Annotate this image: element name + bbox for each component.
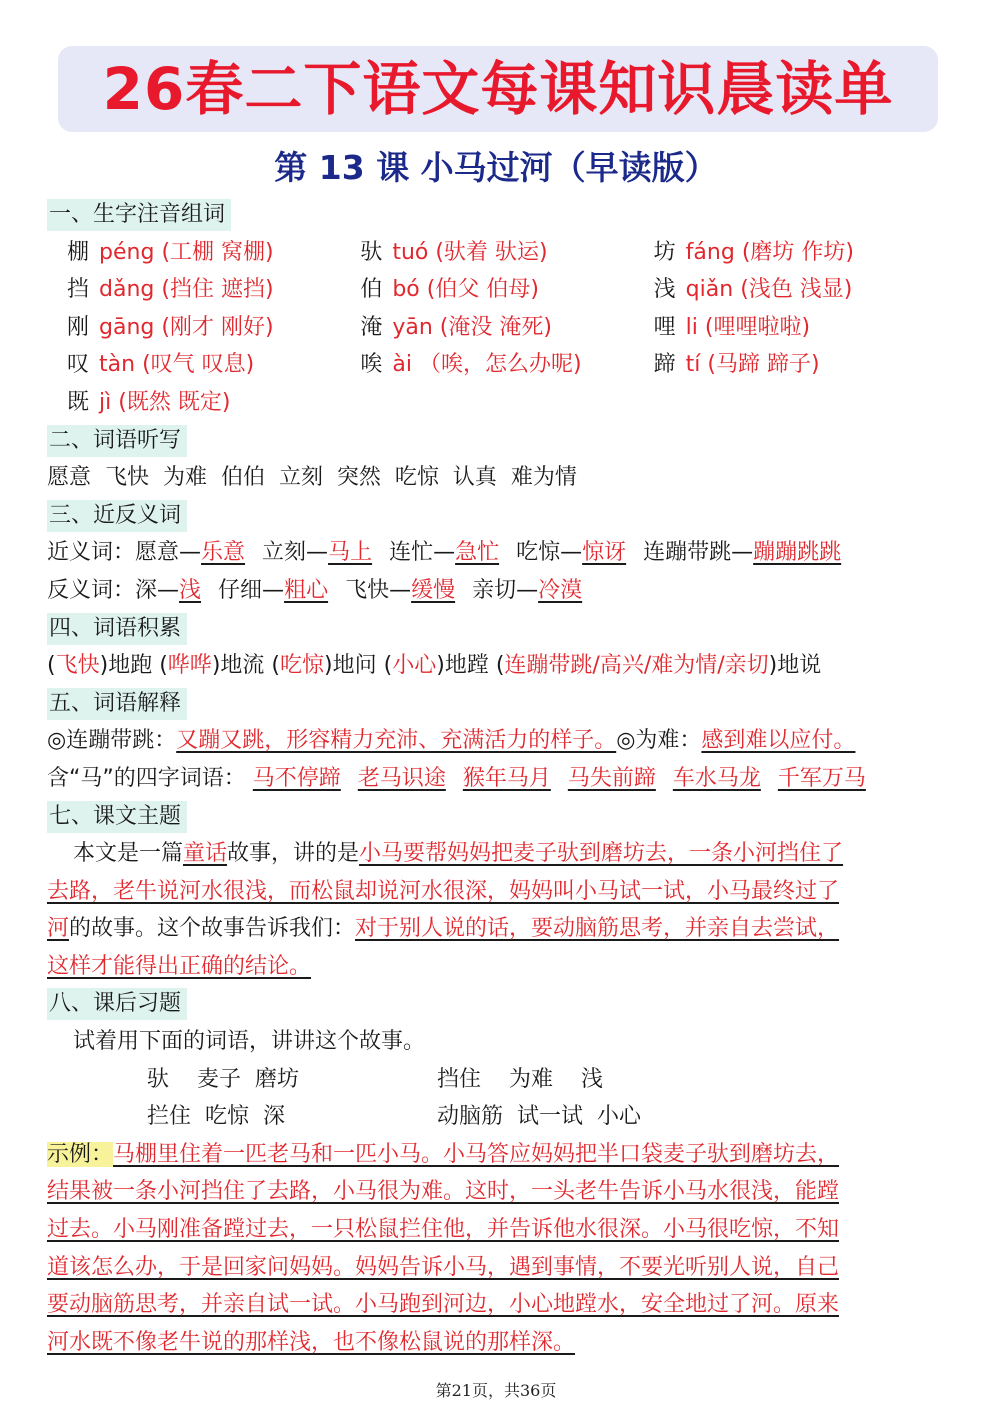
- answer: 吃惊: [280, 653, 325, 679]
- pinyin: li: [685, 314, 698, 340]
- word-set: 驮 麦子 磨坊: [147, 1066, 299, 1092]
- answer: 哗哗: [167, 653, 212, 679]
- text: 故事，讲的是: [227, 841, 360, 867]
- pinyin: dǎng: [99, 277, 155, 303]
- header-banner: [58, 46, 938, 132]
- char: 伯: [360, 277, 383, 303]
- char: 驮: [360, 239, 383, 265]
- word-group: (伯父 伯母): [426, 277, 539, 303]
- accumulation-row: (飞快)地跑 (哗哗)地流 (吃惊)地问 (小心)地蹚 (连蹦带跳/高兴/难为情/亲切)地说: [47, 653, 822, 679]
- theme-line-4: [47, 948, 947, 986]
- dictation-words: 愿意 飞快 为难 伯伯 立刻 突然 吃惊 认真 难为情: [47, 465, 577, 491]
- answer: 急忙: [455, 540, 500, 566]
- section-heading-accumulation: 四、词语积累: [47, 613, 187, 645]
- char-row-5: [47, 384, 947, 422]
- example-line-5: [47, 1286, 947, 1324]
- char: 哩: [653, 314, 676, 340]
- worksheet-content: [47, 196, 947, 1361]
- word-group: (哩哩啦啦): [704, 314, 811, 340]
- char-row-3: [47, 309, 947, 347]
- answer: 冷漠: [538, 577, 583, 603]
- term: ◎为难：: [616, 728, 702, 754]
- answer: 惊讶: [582, 540, 627, 566]
- word: 吃惊—: [516, 540, 583, 566]
- word-set: 动脑筋 试一试 小心: [437, 1104, 641, 1130]
- word-group: (叹气 叹息): [142, 352, 255, 378]
- word: 飞快—: [345, 577, 412, 603]
- banner-title: [58, 46, 938, 132]
- term: ◎连蹦带跳：: [47, 728, 177, 754]
- word: 地跑: [108, 653, 153, 679]
- example-line-2: [47, 1173, 947, 1211]
- keyword: 小马要帮妈妈把麦子驮到磨坊去，一条小河挡住了: [359, 841, 844, 867]
- answer: 小心: [392, 653, 437, 679]
- section-heading-explanation: 五、词语解释: [47, 688, 187, 720]
- char-row-1: [47, 234, 947, 272]
- word-group: （唉，怎么办呢): [418, 352, 582, 378]
- word: 地流: [220, 653, 265, 679]
- exercise-prompt: 试着用下面的词语，讲讲这个故事。: [73, 1029, 426, 1055]
- example-line-4: [47, 1249, 947, 1287]
- section-heading-dictation: 二、词语听写: [47, 425, 187, 457]
- word-group: (刚才 刚好): [161, 314, 274, 340]
- example-text: 过去。小马刚准备蹚过去，一只松鼠拦住他，并告诉他水很深。小马很吃惊，不知: [47, 1217, 840, 1243]
- word-group: (浅色 浅显): [740, 277, 853, 303]
- synonym-label: 近义词：: [47, 540, 136, 566]
- pinyin: péng: [99, 239, 155, 265]
- example-text: 结果被一条小河挡住了去路，小马很为难。这时，一头老牛告诉小马水很浅，能蹚: [47, 1179, 840, 1205]
- char: 蹄: [653, 352, 676, 378]
- answer: 连蹦带跳/高兴/难为情/亲切: [504, 653, 769, 679]
- text: 的故事。这个故事告诉我们：: [69, 916, 356, 942]
- word: 深—: [135, 577, 180, 603]
- idiom: 马失前蹄: [567, 765, 656, 791]
- word-group: (挡住 遮挡): [161, 277, 274, 303]
- answer: 蹦蹦跳跳: [753, 540, 842, 566]
- char: 既: [67, 389, 90, 415]
- char: 棚: [67, 239, 90, 265]
- char: 淹: [360, 314, 383, 340]
- banner-title-part1: 26春二下语文: [102, 55, 481, 123]
- idiom: 车水马龙: [672, 765, 761, 791]
- answer: 粗心: [284, 577, 329, 603]
- pinyin: bó: [392, 277, 420, 303]
- idiom: 千军万马: [777, 765, 866, 791]
- antonym-label: 反义词：: [47, 577, 136, 603]
- keyword: 去路，老牛说河水很浅，而松鼠却说河水很深，妈妈叫小马试一试，小马最终过了: [47, 878, 840, 904]
- pinyin: qiǎn: [685, 277, 734, 303]
- pinyin: jì: [99, 389, 112, 415]
- explanation-row: [47, 722, 947, 760]
- keyword: 河: [47, 916, 70, 942]
- synonym-row: [47, 534, 947, 572]
- theme-line-3: [47, 910, 947, 948]
- example-line-6: [47, 1324, 947, 1362]
- answer: 浅: [179, 577, 202, 603]
- pinyin: yān: [392, 314, 433, 340]
- char: 坊: [653, 239, 676, 265]
- example-line-3: [47, 1211, 947, 1249]
- definition: 又蹦又跳，形容精力充沛、充满活力的样子。: [176, 728, 617, 754]
- pinyin: gāng: [99, 314, 155, 340]
- word: 立刻—: [262, 540, 329, 566]
- answer: 飞快: [55, 653, 100, 679]
- word-group: (工棚 窝棚): [161, 239, 274, 265]
- char: 叹: [67, 352, 90, 378]
- word: 连蹦带跳—: [643, 540, 754, 566]
- section-heading-synonyms: 三、近反义词: [47, 500, 187, 532]
- example-text: 要动脑筋思考，并亲自试一试。小马跑到河边，小心地蹚水，安全地过了河。原来: [47, 1292, 840, 1318]
- section-heading-exercise: 八、课后习题: [47, 988, 187, 1020]
- word: 地蹚: [444, 653, 489, 679]
- banner-title-part2: 每课知识晨读单: [480, 55, 894, 123]
- word: 仔细—: [218, 577, 285, 603]
- exercise-words-row-1: [47, 1061, 947, 1099]
- word-set: 挡住 为难 浅: [437, 1066, 603, 1092]
- example-text: 河水既不像老牛说的那样浅，也不像松鼠说的那样深。: [47, 1329, 576, 1355]
- word: 愿意—: [135, 540, 202, 566]
- char: 刚: [67, 314, 90, 340]
- idiom-label: 含“马”的四字词语：: [47, 765, 246, 791]
- section-heading-characters: 一、生字注音组词: [47, 199, 231, 231]
- word-group: (马蹄 蹄子): [707, 352, 820, 378]
- char-row-2: [47, 271, 947, 309]
- answer: 马上: [328, 540, 373, 566]
- example-text: 道该怎么办，于是回家问妈妈。妈妈告诉小马，遇到事情，不要光听别人说，自己: [47, 1254, 840, 1280]
- pinyin: tuó: [392, 239, 429, 265]
- word-set: 拦住 吃惊 深: [147, 1104, 285, 1130]
- answer: 乐意: [201, 540, 246, 566]
- definition: 感到难以应付。: [701, 728, 856, 754]
- word-group: (既然 既定): [118, 389, 231, 415]
- theme-line-1: [47, 835, 947, 873]
- word: 地说: [777, 653, 822, 679]
- pinyin: fáng: [685, 239, 735, 265]
- answer: 缓慢: [411, 577, 456, 603]
- char: 挡: [67, 277, 90, 303]
- exercise-words-row-2: [47, 1098, 947, 1136]
- word: 地问: [332, 653, 377, 679]
- pinyin: tàn: [99, 352, 136, 378]
- theme-line-2: [47, 873, 947, 911]
- page-number: 第21页，共36页: [435, 1381, 557, 1400]
- example-label: 示例：: [47, 1141, 114, 1167]
- antonym-row: [47, 572, 947, 610]
- section-heading-theme: 七、课文主题: [47, 801, 187, 833]
- keyword: 这样才能得出正确的结论。: [47, 953, 312, 979]
- pinyin: ài: [392, 352, 412, 378]
- text: 本文是一篇: [73, 841, 184, 867]
- char: 唉: [360, 352, 383, 378]
- lesson-title: 第 13 课 小马过河（早读版）: [274, 148, 718, 187]
- keyword: 童话: [183, 841, 228, 867]
- idiom: 猴年马月: [462, 765, 551, 791]
- word: 亲切—: [472, 577, 539, 603]
- word-group: (驮着 驮运): [435, 239, 548, 265]
- example-line-1: [47, 1136, 947, 1174]
- idiom: 老马识途: [357, 765, 446, 791]
- word-group: (淹没 淹死): [439, 314, 552, 340]
- word: 连忙—: [389, 540, 456, 566]
- word-group: (磨坊 作坊): [741, 239, 854, 265]
- idiom: 马不停蹄: [252, 765, 341, 791]
- char: 浅: [653, 277, 676, 303]
- char-row-4: [47, 346, 947, 384]
- idiom-row: [47, 760, 947, 798]
- example-text: 马棚里住着一匹老马和一匹小马。小马答应妈妈把半口袋麦子驮到磨坊去，: [113, 1141, 840, 1167]
- keyword: 对于别人说的话，要动脑筋思考，并亲自去尝试，: [355, 916, 840, 942]
- pinyin: tí: [685, 352, 701, 378]
